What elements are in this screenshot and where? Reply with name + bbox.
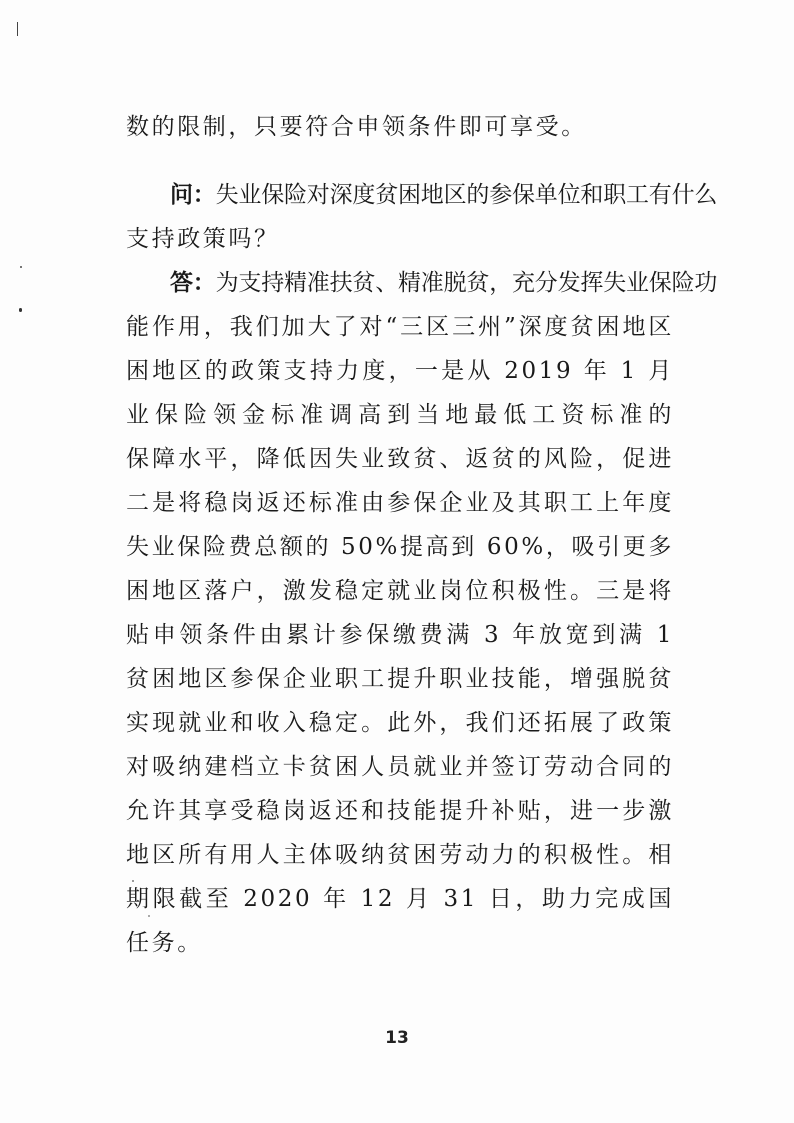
answer-line <box>170 268 718 298</box>
scan-artifact <box>132 880 134 882</box>
answer-line: 保障水平，降低因失业致贫、返贫的风险，促进 <box>126 446 674 472</box>
answer-line: 二是将稳岗返还标准由参保企业及其职工上年度 <box>126 490 674 516</box>
answer-line: 贴申领条件由累计参保缴费满 3 年放宽到满 1 <box>126 622 674 648</box>
answer-line: 对吸纳建档立卡贫困人员就业并签订劳动合同的 <box>126 754 674 780</box>
answer-line: 失业保险费总额的 50%提高到 60%，吸引更多 <box>126 534 674 560</box>
answer-line: 实现就业和收入稳定。此外，我们还拓展了政策 <box>126 710 674 736</box>
answer-line: 期限截至 2020 年 12 月 31 日，助力完成国 <box>126 886 674 912</box>
answer-text: 为支持精准扶贫、精准脱贫，充分发挥失业保险功 <box>215 270 718 296</box>
scan-artifact <box>148 915 150 917</box>
scan-artifact <box>17 22 18 36</box>
question-line <box>170 180 718 210</box>
answer-line: 允许其享受稳岗返还和技能提升补贴，进一步激 <box>126 798 674 824</box>
question-label: 问： <box>170 181 216 208</box>
answer-line: 困地区落户，激发稳定就业岗位积极性。三是将 <box>126 578 674 604</box>
answer-line: 能作用，我们加大了对“三区三州”深度贫困地区 <box>126 314 674 340</box>
answer-line: 贫困地区参保企业职工提升职业技能，增强脱贫 <box>126 666 674 692</box>
answer-label: 答： <box>170 269 216 296</box>
answer-line: 困地区的政策支持力度，一是从 2019 年 1 月 <box>126 358 674 384</box>
question-line <box>126 224 674 254</box>
scan-artifact <box>19 308 22 312</box>
scan-artifact <box>20 266 22 268</box>
question-text: 失业保险对深度贫困地区的参保单位和职工有什么 <box>215 182 718 208</box>
answer-line: 地区所有用人主体吸纳贫困劳动力的积极性。相 <box>126 842 674 868</box>
answer-line: 业保险领金标准调高到当地最低工资标准的 <box>126 402 674 428</box>
text-run: 数的限制，只要符合申领条件即可享受。 <box>126 114 587 140</box>
question-text: 支持政策吗？ <box>126 226 280 252</box>
page-number: 13 <box>385 1028 409 1048</box>
answer-line: 任务。 <box>126 930 203 956</box>
paragraph-line <box>126 112 674 142</box>
